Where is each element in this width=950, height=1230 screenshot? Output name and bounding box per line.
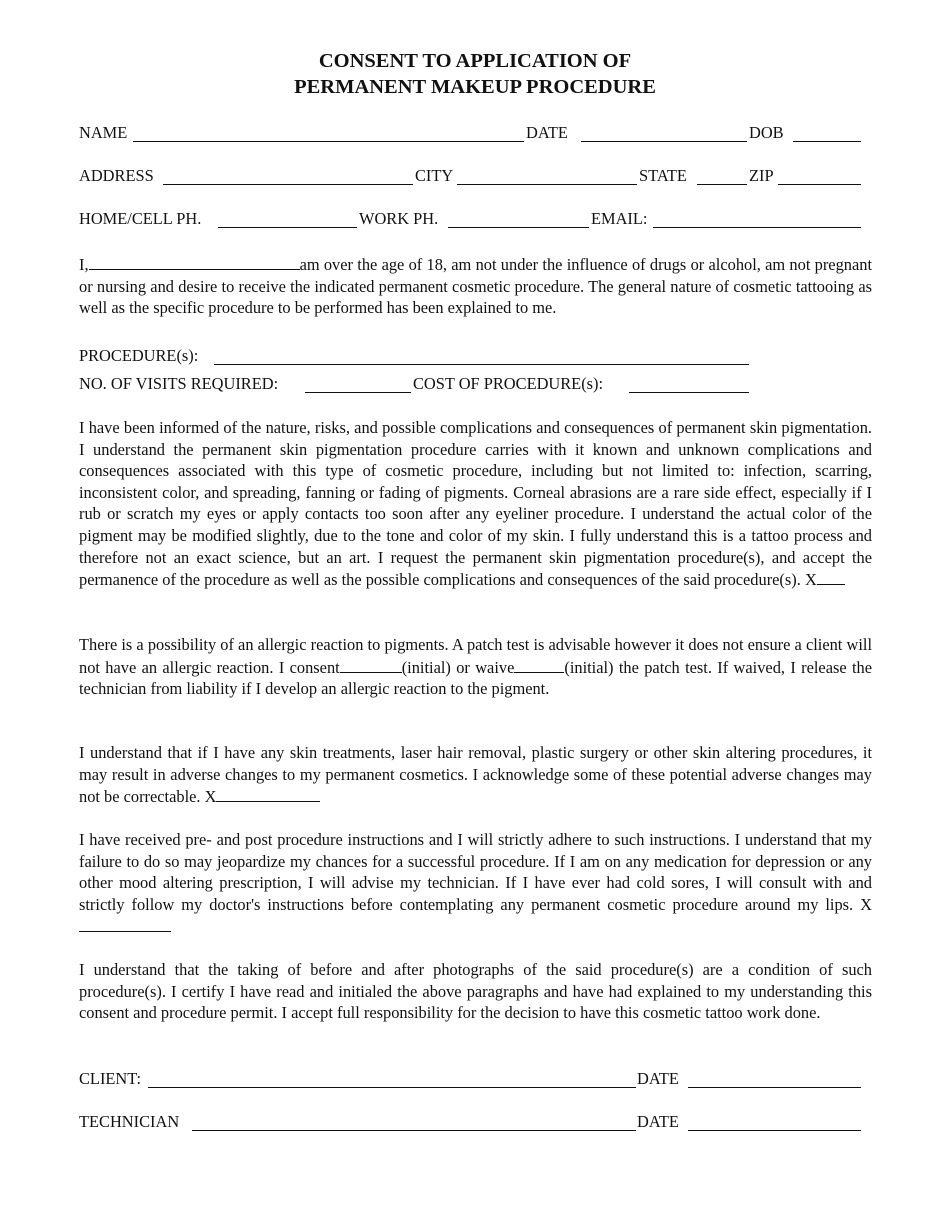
date-label: DATE <box>526 123 568 142</box>
skin-treatments-paragraph <box>79 742 872 808</box>
waive-initial-field[interactable] <box>514 656 564 673</box>
client-signature-row <box>79 1068 869 1090</box>
date-field[interactable] <box>581 141 747 142</box>
technician-date-label: DATE <box>637 1112 679 1131</box>
skin-treatments-initial-mark: X <box>204 787 217 807</box>
instructions-initial-field[interactable] <box>79 915 171 932</box>
state-label: STATE <box>639 166 687 185</box>
client-name-blank[interactable] <box>89 253 300 270</box>
email-label: EMAIL: <box>591 209 648 228</box>
risks-initial-field[interactable] <box>817 568 845 585</box>
procedures-label: PROCEDURE(s): <box>79 346 199 365</box>
skin-treatments-initial-field[interactable] <box>216 785 320 802</box>
instructions-text: I have received pre- and post procedure instructions and I will strictly adhere to such instructions. I understand that my failure to do so may jeopardize my chances for a successful procedure. If I am on any medication for depression or any other mood altering prescription, I will advise my technician. If I have ever had cold sores, I will consult with and strictly follow my doctor's instructions before contemplating any permanent cosmetic procedure around my lips. <box>79 830 872 914</box>
instructions-initial-mark: X <box>860 894 872 914</box>
risks-text: I have been informed of the nature, risks, and possible complications and consequences of permanent skin pigmentation. I understand the permanent skin pigmentation procedure carries with it known and unknown complications and consequences associated with this type of cosmetic procedure, including but not limited to: infection, scarring, inconsistent color, and spreading, fanning or fading of pigments. Corneal abrasions are a rare side effect, especially if I rub or scratch my eyes or apply contacts too soon after any eyeliner procedure. I understand the actual color of the pigment may be modified slightly, due to the tone and color of my skin. I fully understand this is a tattoo process and therefore not an exact science, but an art. I request the permanent skin pigmentation procedure(s), and accept the permanence of the procedure as well as the possible complications and consequences of the said procedure(s). <box>79 418 872 590</box>
risks-initial-mark: X <box>804 570 817 590</box>
technician-date-field[interactable] <box>688 1130 861 1131</box>
client-date-label: DATE <box>637 1069 679 1088</box>
technician-label: TECHNICIAN <box>79 1112 180 1131</box>
dob-label: DOB <box>749 123 784 142</box>
technician-signature-field[interactable] <box>192 1130 636 1131</box>
cost-label: COST OF PROCEDURE(s): <box>413 374 604 393</box>
client-date-field[interactable] <box>688 1087 861 1088</box>
zip-field[interactable] <box>778 184 861 185</box>
address-label: ADDRESS <box>79 166 154 185</box>
photographs-text: I understand that the taking of before and after photographs of the said procedure(s) are a condition of such procedure(s). I certify I have read and initialed the above paragraphs and have had explained to my understanding this consent and procedure permit. I accept full responsibility for the decision to have this cosmetic tattoo work done. <box>79 960 872 1023</box>
allergy-text-2: (initial) or waive <box>401 657 515 677</box>
intro-prefix: I, <box>79 255 89 274</box>
intro-text: am over the age of 18, am not under the influence of drugs or alcohol, am not pregnant or nursing and desire to receive the indicated permanent cosmetic procedure. The general nature of cosmetic tattooing as well as the specific procedure to be performed has been explained to me. <box>79 255 872 318</box>
address-row <box>79 165 869 187</box>
name-field[interactable] <box>133 141 524 142</box>
cost-field[interactable] <box>629 392 749 393</box>
city-field[interactable] <box>457 184 637 185</box>
instructions-paragraph <box>79 829 872 938</box>
state-field[interactable] <box>697 184 747 185</box>
procedures-field[interactable] <box>214 364 749 365</box>
zip-label: ZIP <box>749 166 774 185</box>
technician-signature-row <box>79 1111 869 1133</box>
photographs-paragraph <box>79 959 872 1024</box>
name-label: NAME <box>79 123 128 142</box>
intro-paragraph <box>79 253 872 319</box>
home-cell-phone-label: HOME/CELL PH. <box>79 209 202 228</box>
allergy-text-1: There is a possibility of an allergic reaction to pigments. A patch test is advisable however it does not ensure a client will not have an allergic reaction. I consent <box>79 635 872 677</box>
client-signature-field[interactable] <box>148 1087 636 1088</box>
name-date-dob-row <box>79 122 869 144</box>
work-phone-label: WORK PH. <box>359 209 439 228</box>
risks-paragraph <box>79 417 872 591</box>
city-label: CITY <box>415 166 454 185</box>
document-title-line-1: CONSENT TO APPLICATION OF <box>318 50 632 72</box>
procedures-row <box>79 345 759 367</box>
allergy-paragraph <box>79 634 872 700</box>
allergy-text-3: (initial) the patch test. If waived, I release the technician from liability if I develop an allergic reaction to the pigment. <box>79 657 872 699</box>
document-title-line-2: PERMANENT MAKEUP PROCEDURE <box>294 76 656 98</box>
dob-field[interactable] <box>793 141 861 142</box>
skin-treatments-text: I understand that if I have any skin treatments, laser hair removal, plastic surgery or other skin altering procedures, it may result in adverse changes to my permanent cosmetics. I acknowledge some of these potential adverse changes may not be correctable. <box>79 743 872 807</box>
home-cell-phone-field[interactable] <box>218 227 357 228</box>
address-field[interactable] <box>163 184 413 185</box>
visits-field[interactable] <box>305 392 411 393</box>
contact-row <box>79 208 869 230</box>
visits-label: NO. OF VISITS REQUIRED: <box>79 374 279 393</box>
email-field[interactable] <box>653 227 861 228</box>
work-phone-field[interactable] <box>448 227 589 228</box>
consent-initial-field[interactable] <box>340 656 402 673</box>
visits-cost-row <box>79 373 759 395</box>
client-label: CLIENT: <box>79 1069 142 1088</box>
